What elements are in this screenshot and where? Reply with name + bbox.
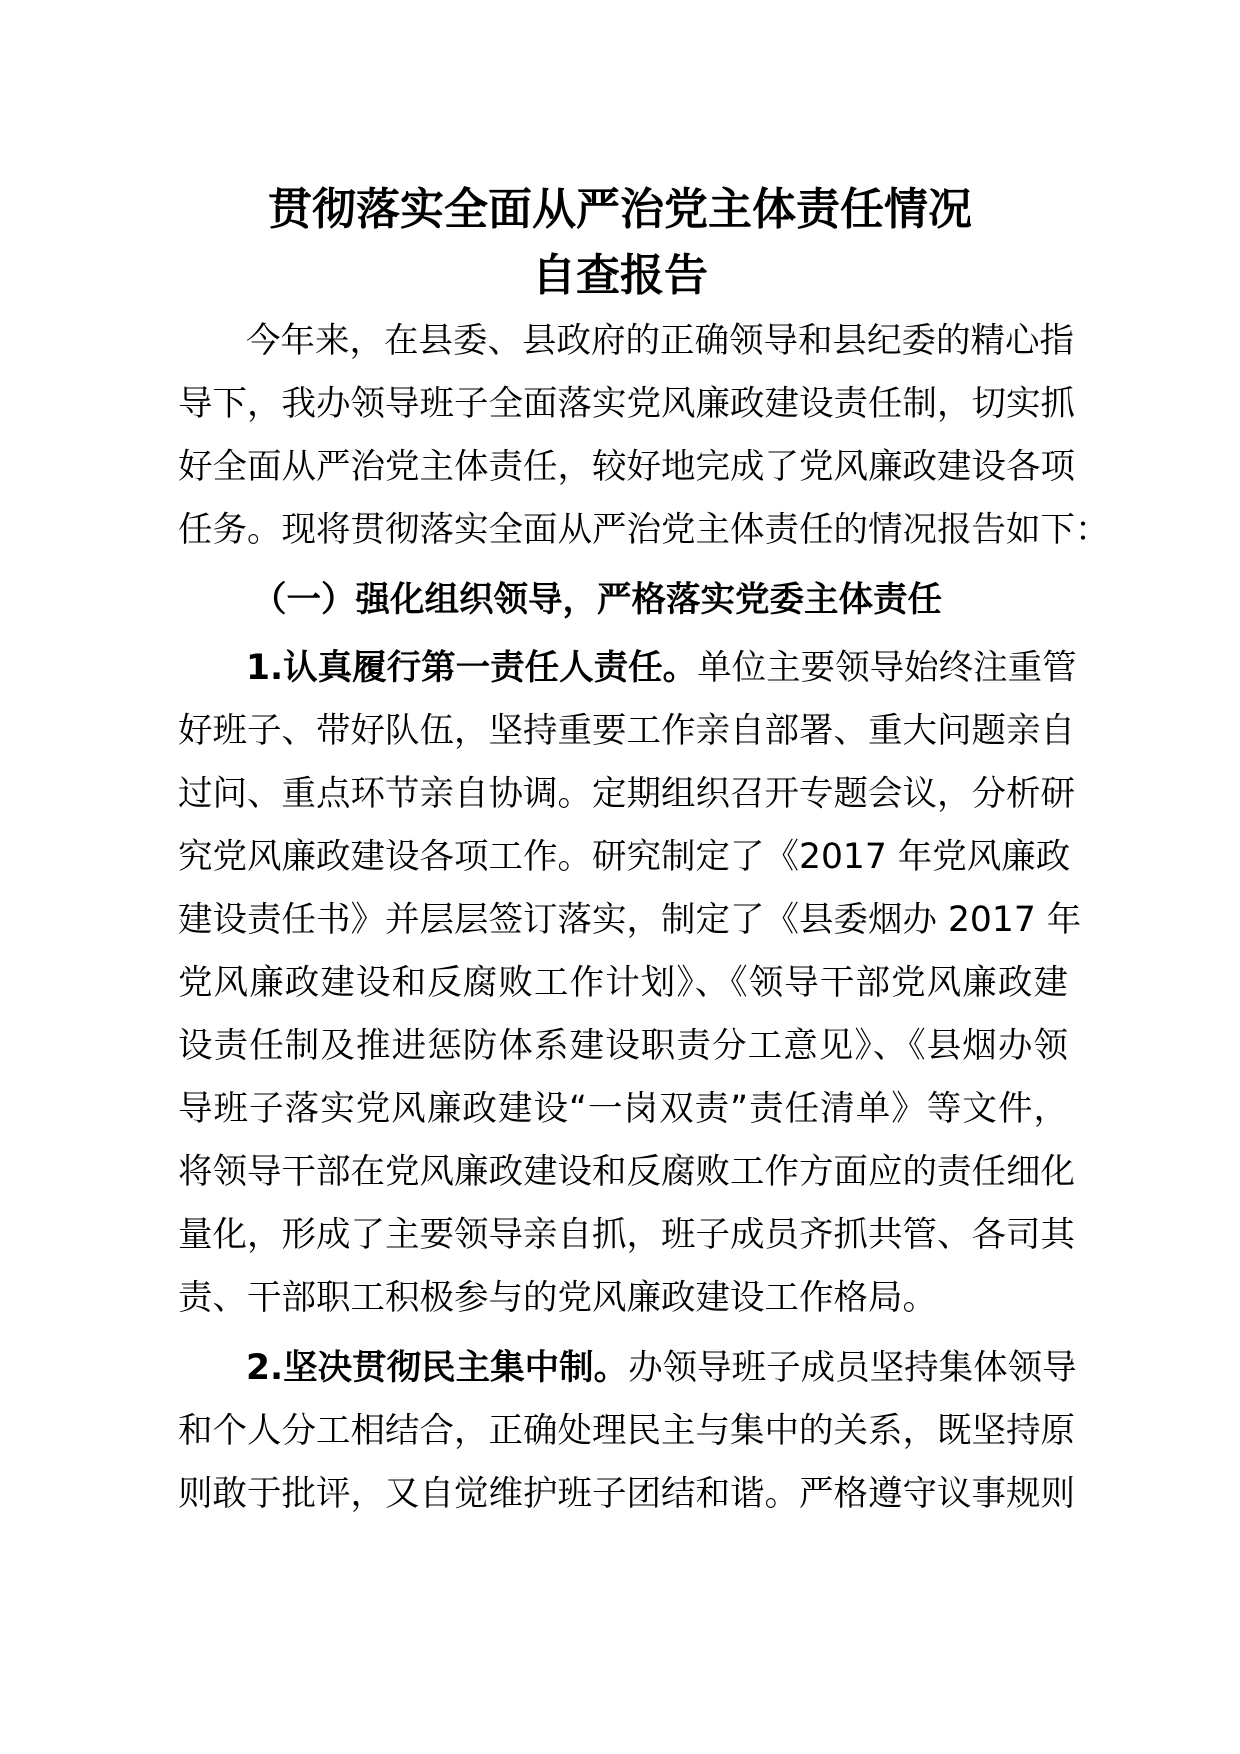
item1-first-rest: 单位主要领导始终注重管	[697, 648, 1077, 688]
document-title-line-2: 自查报告	[532, 250, 708, 301]
intro-line: 导下，我办领导班子全面落实党风廉政建设责任制，切实抓	[178, 384, 1075, 424]
item2-lead: 2.坚决贯彻民主集中制。	[246, 1348, 629, 1388]
item2-line: 则敢于批评，又自觉维护班子团结和谐。严格遵守议事规则	[178, 1474, 1075, 1514]
item1-line: 设责任制及推进惩防体系建设职责分工意见》、《县烟办领	[178, 1026, 1068, 1066]
item1-line: 好班子、带好队伍，坚持重要工作亲自部署、重大问题亲自	[178, 711, 1075, 751]
item1-line: 过问、重点环节亲自协调。定期组织召开专题会议，分析研	[178, 774, 1075, 814]
item1-line: 党风廉政建设和反腐败工作计划》、《领导干部党风廉政建	[178, 963, 1068, 1003]
item2-line: 和个人分工相结合，正确处理民主与集中的关系，既坚持原	[178, 1411, 1075, 1451]
item1-line: 建设责任书》并层层签订落实，制定了《县委烟办 2017 年	[178, 900, 1082, 940]
item1-line: 量化，形成了主要领导亲自抓，班子成员齐抓共管、各司其	[178, 1215, 1075, 1255]
item1-line: 究党风廉政建设各项工作。研究制定了《2017 年党风廉政	[178, 837, 1071, 877]
item2-first-line	[246, 1343, 1077, 1393]
item1-lead: 1.认真履行第一责任人责任。	[246, 648, 698, 688]
item2-first-rest: 办领导班子成员坚持集体领导	[628, 1348, 1077, 1388]
document-title-line-1: 贯彻落实全面从严治党主体责任情况	[268, 184, 972, 235]
intro-line: 今年来，在县委、县政府的正确领导和县纪委的精心指	[246, 321, 1074, 361]
item1-line: 责、干部职工积极参与的党风廉政建设工作格局。	[178, 1278, 937, 1318]
item1-line: 将领导干部在党风廉政建设和反腐败工作方面应的责任细化	[178, 1152, 1075, 1192]
intro-line: 好全面从严治党主体责任，较好地完成了党风廉政建设各项	[178, 447, 1075, 487]
item1-first-line	[246, 643, 1077, 693]
section-heading: （一）强化组织领导，严格落实党委主体责任	[252, 580, 942, 620]
intro-line: 任务。现将贯彻落实全面从严治党主体责任的情况报告如下：	[178, 510, 1110, 550]
item1-line: 导班子落实党风廉政建设“一岗双责”责任清单》等文件，	[178, 1089, 1068, 1129]
